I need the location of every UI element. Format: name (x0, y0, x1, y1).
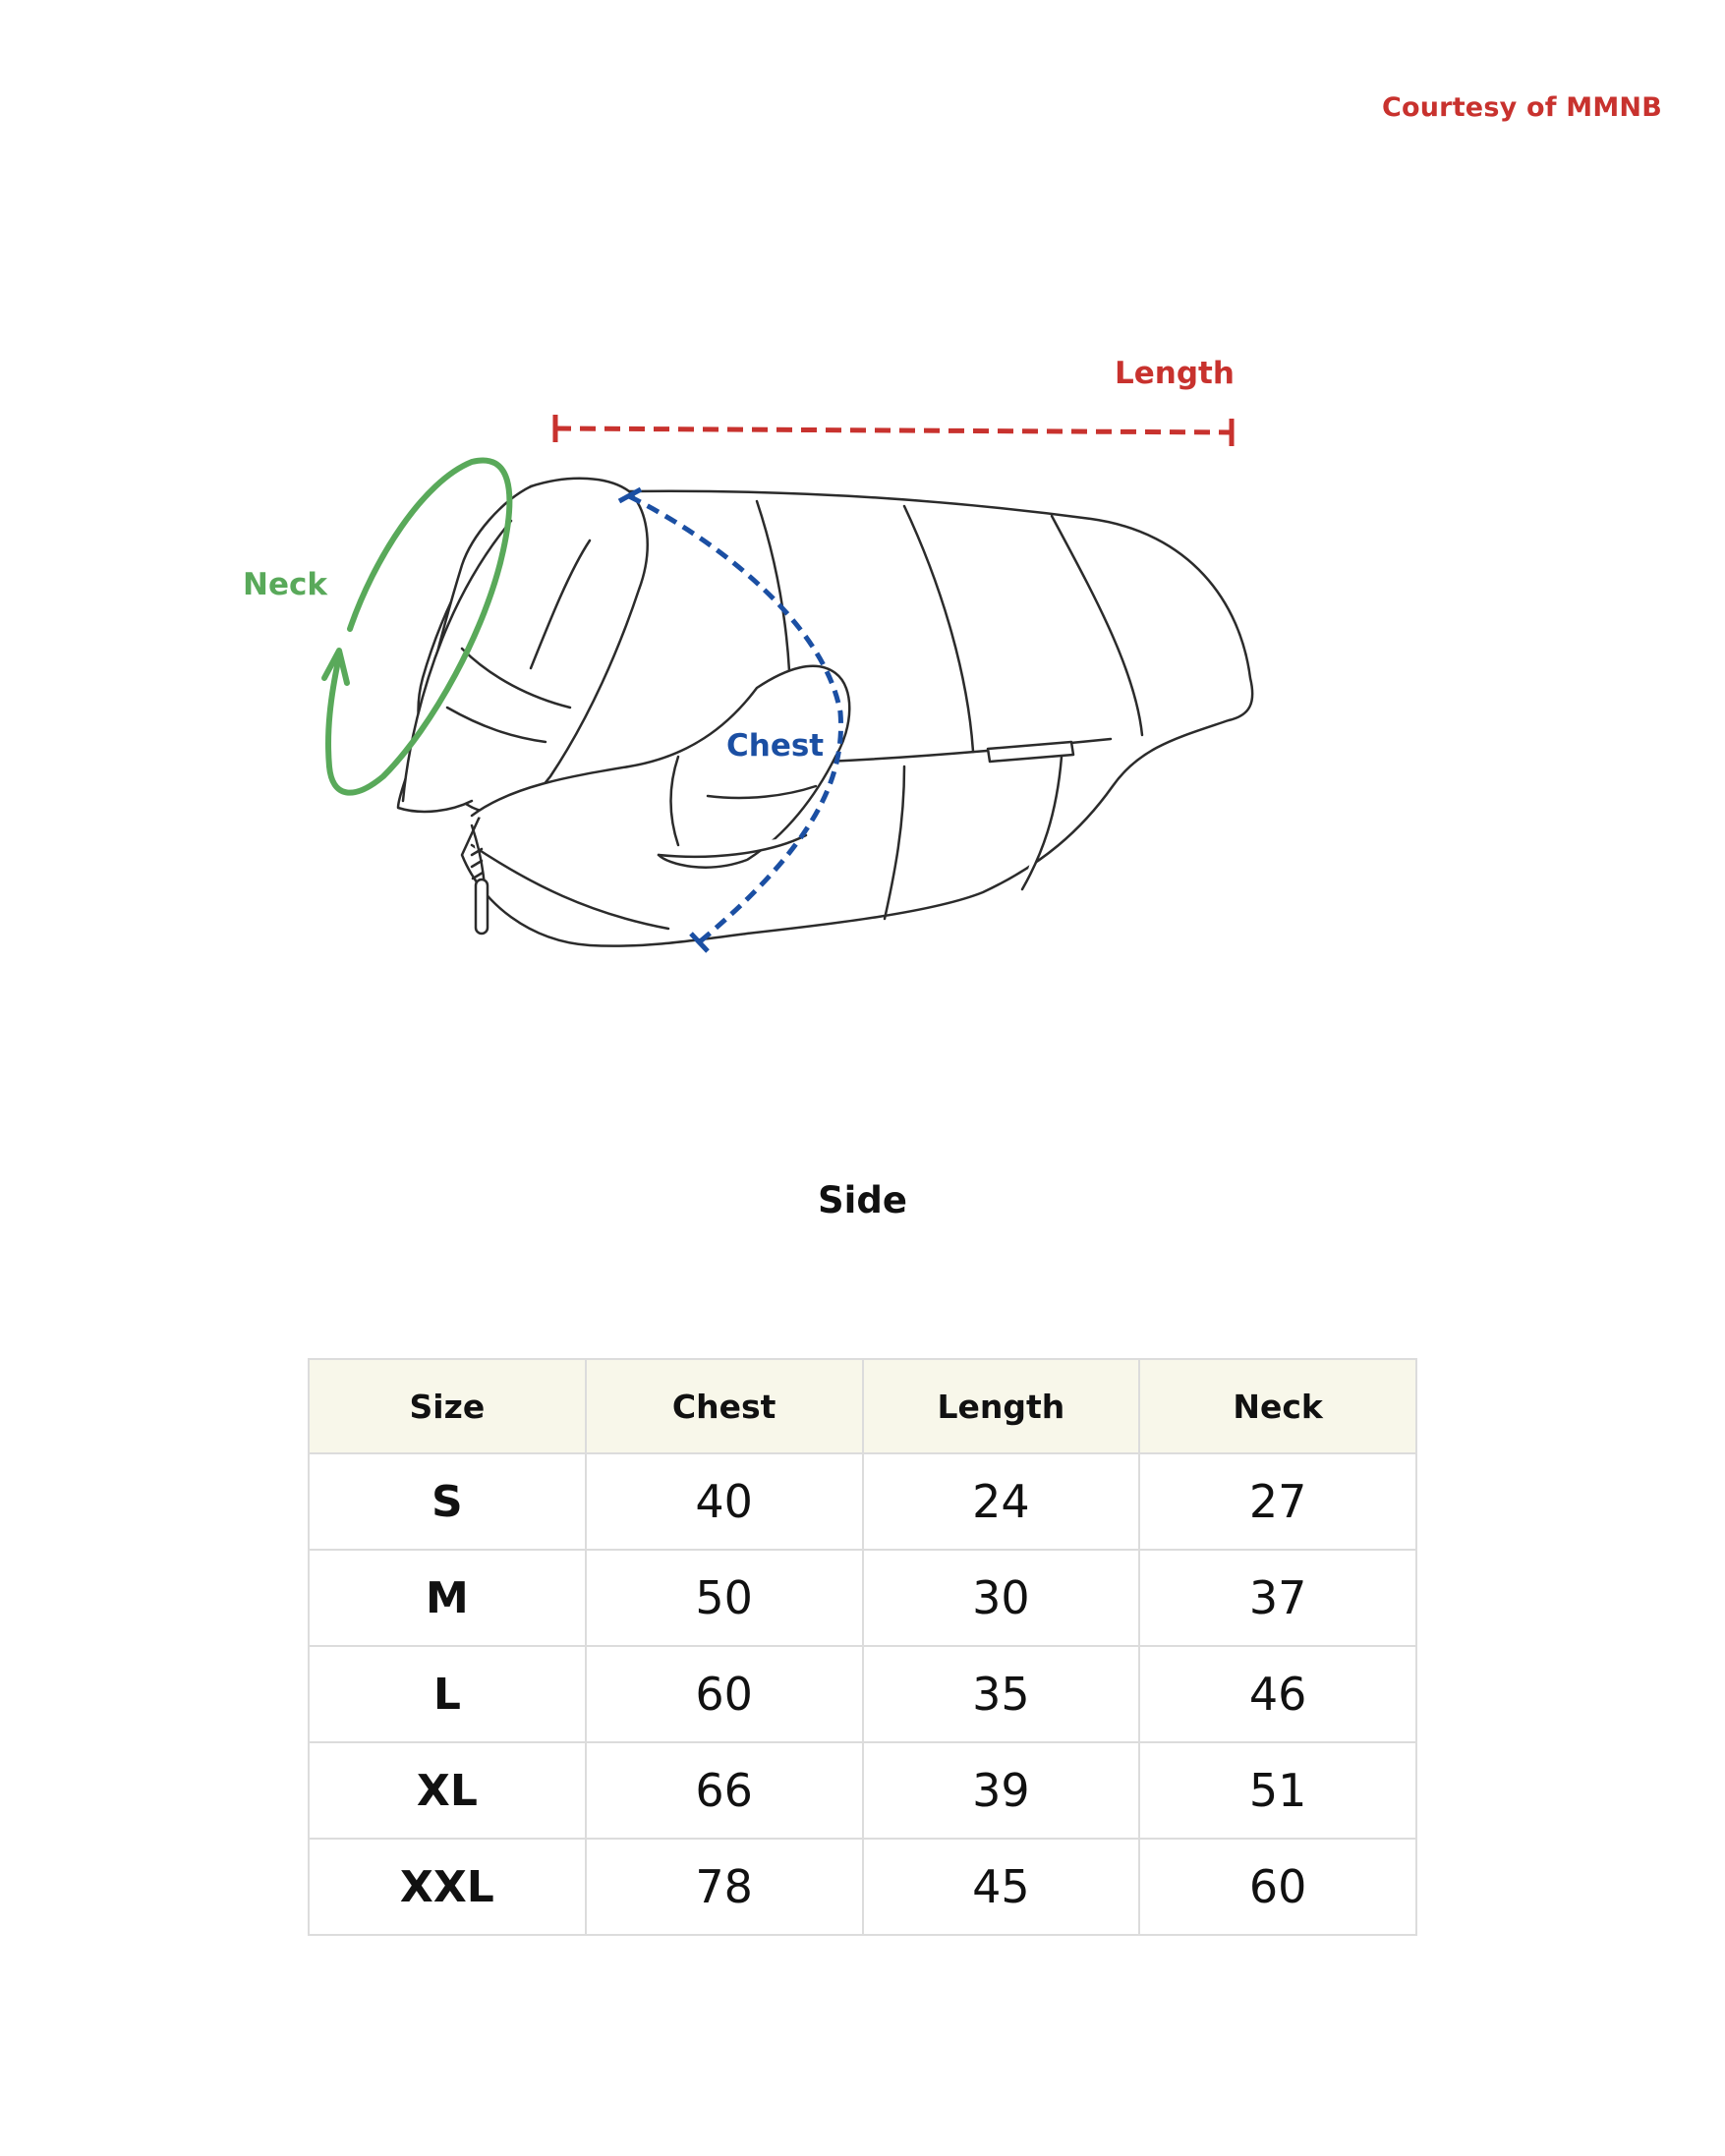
table-row (309, 1453, 1416, 1550)
table-row (309, 1550, 1416, 1646)
chest-cell: 60 (586, 1646, 863, 1742)
length-cell: 30 (863, 1550, 1140, 1646)
table-row (309, 1742, 1416, 1839)
size-cell: M (309, 1550, 586, 1646)
length-measure-line (555, 415, 1232, 446)
size-cell: XXL (309, 1839, 586, 1935)
neck-cell: 51 (1139, 1742, 1416, 1839)
table-row (309, 1646, 1416, 1742)
header-neck: Neck (1139, 1359, 1416, 1453)
header-size: Size (309, 1359, 586, 1453)
size-cell: L (309, 1646, 586, 1742)
chest-cell: 78 (586, 1839, 863, 1935)
length-cell: 35 (863, 1646, 1140, 1742)
view-label: Side (818, 1179, 907, 1221)
table-row (309, 1839, 1416, 1935)
neck-label: Neck (243, 567, 327, 602)
vest-drawing (398, 479, 1252, 946)
size-cell: XL (309, 1742, 586, 1839)
header-length: Length (863, 1359, 1140, 1453)
neck-cell: 27 (1139, 1453, 1416, 1550)
length-label: Length (1115, 356, 1235, 391)
neck-cell: 37 (1139, 1550, 1416, 1646)
neck-cell: 60 (1139, 1839, 1416, 1935)
courtesy-credit: Courtesy of MMNB (1382, 92, 1662, 123)
length-cell: 24 (863, 1453, 1140, 1550)
chest-cell: 40 (586, 1453, 863, 1550)
length-cell: 39 (863, 1742, 1140, 1839)
dog-vest-diagram (0, 0, 1725, 983)
table-header-row (309, 1359, 1416, 1453)
size-chart-table (308, 1358, 1417, 1936)
chest-label: Chest (726, 728, 825, 764)
size-cell: S (309, 1453, 586, 1550)
chest-cell: 50 (586, 1550, 863, 1646)
neck-cell: 46 (1139, 1646, 1416, 1742)
header-chest: Chest (586, 1359, 863, 1453)
chest-cell: 66 (586, 1742, 863, 1839)
length-cell: 45 (863, 1839, 1140, 1935)
